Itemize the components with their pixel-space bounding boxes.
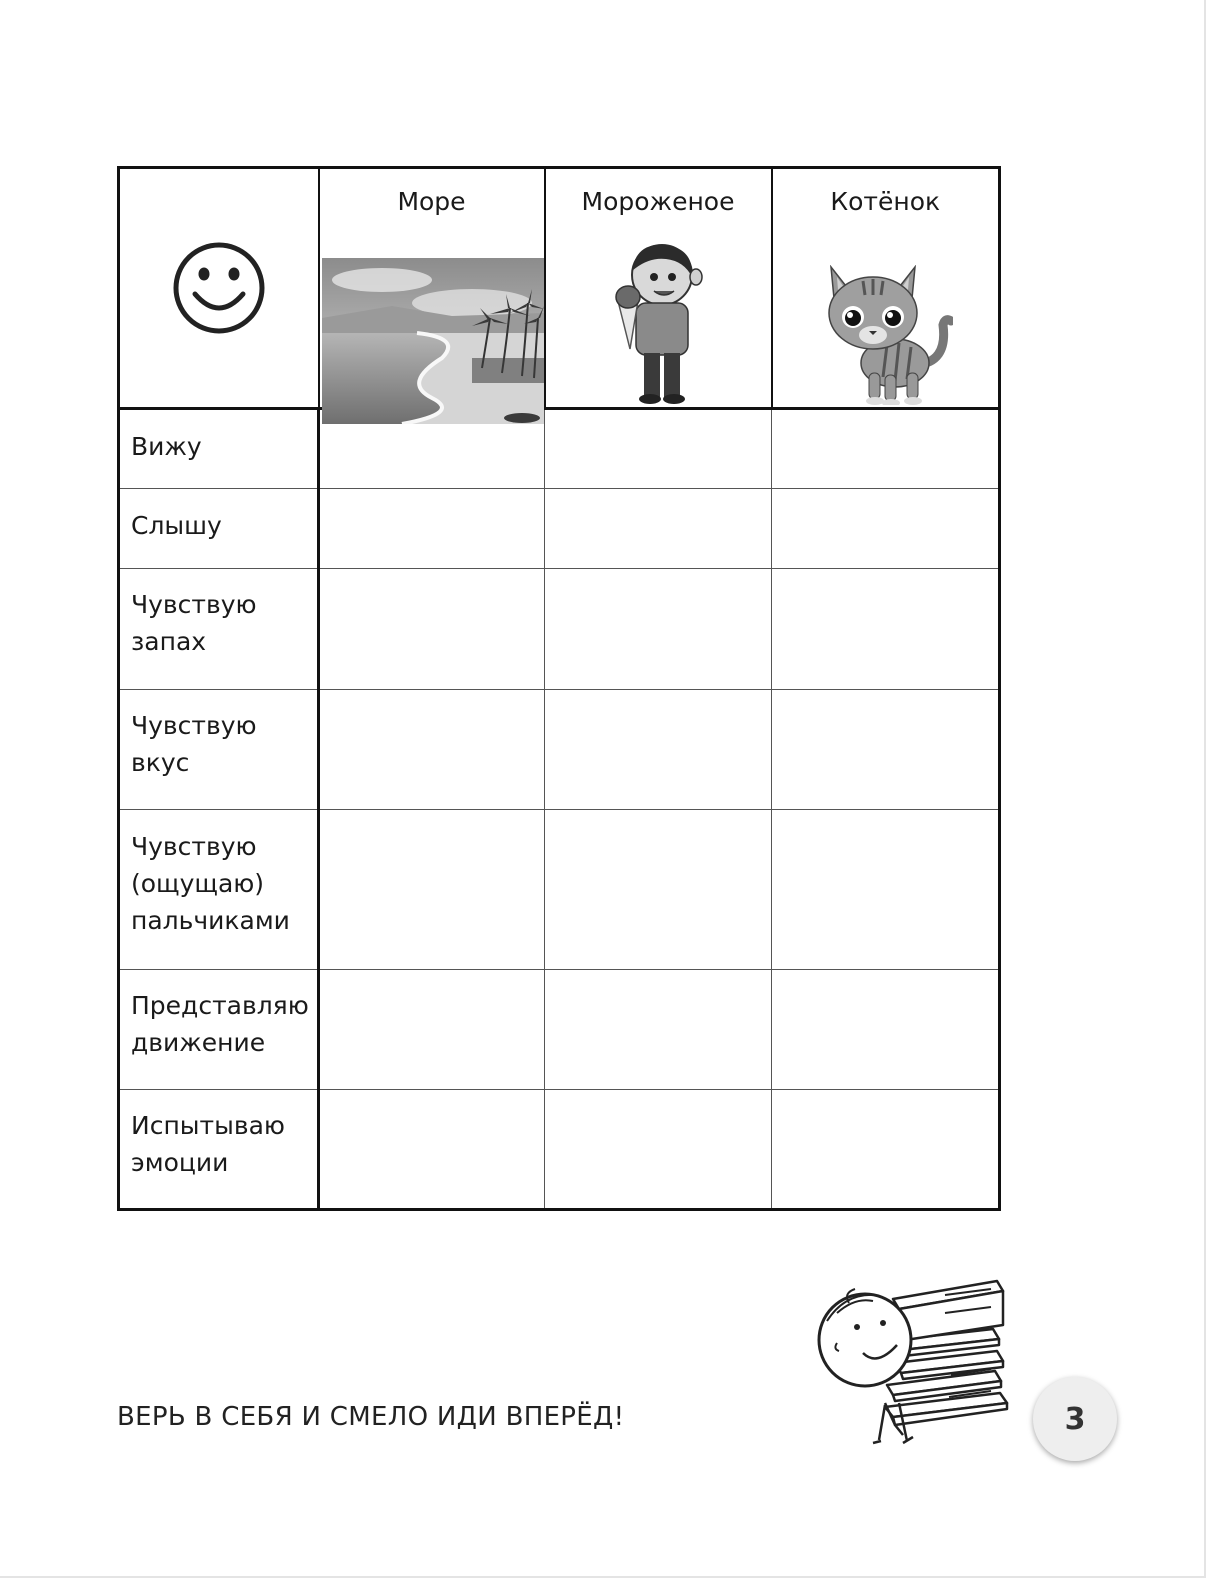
row-label: Чувствую запах [131,590,257,656]
answer-cell[interactable] [545,1090,772,1210]
answer-cell[interactable] [319,1090,545,1210]
answer-cell[interactable] [772,690,1000,810]
answer-cell[interactable] [772,569,1000,690]
column-header-sea [319,168,545,409]
answer-cell[interactable] [319,489,545,569]
boy-with-ice-cream-picture [604,237,714,407]
row-label: Слышу [131,511,222,540]
row-label: Чувствую (ощущаю) пальчиками [131,832,290,935]
answer-cell[interactable] [545,569,772,690]
smiley-face-icon [171,240,267,336]
corner-cell [119,168,319,409]
answer-cell[interactable] [772,810,1000,970]
column-title: Котёнок [830,187,941,216]
senses-table [117,166,1001,1211]
motto-text: ВЕРЬ В СЕБЯ И СМЕЛО ИДИ ВПЕРЁД! [117,1402,625,1432]
answer-cell[interactable] [545,409,772,489]
table-row [119,1090,1000,1210]
answer-cell[interactable] [319,569,545,690]
answer-cell[interactable] [772,409,1000,489]
answer-cell[interactable] [319,690,545,810]
table-row [119,489,1000,569]
answer-cell[interactable] [772,970,1000,1090]
column-title: Мороженое [581,187,735,216]
answer-cell[interactable] [772,489,1000,569]
column-title: Море [397,187,466,216]
table-row [119,409,1000,489]
column-header-ice-cream [545,168,772,409]
table-header-row [119,168,1000,409]
table-row [119,810,1000,970]
row-label: Чувствую вкус [131,711,257,777]
beach-picture [322,258,544,424]
answer-cell[interactable] [545,970,772,1090]
column-header-kitten [772,168,1000,409]
answer-cell[interactable] [545,489,772,569]
answer-cell[interactable] [319,810,545,970]
page-number-badge: 3 [1033,1377,1117,1461]
answer-cell[interactable] [545,810,772,970]
boy-carrying-books-picture [815,1275,1015,1450]
answer-cell[interactable] [319,970,545,1090]
row-label: Испытываю эмоции [131,1111,285,1177]
table-row [119,970,1000,1090]
answer-cell[interactable] [772,1090,1000,1210]
row-label: Вижу [131,432,202,461]
table-row [119,690,1000,810]
row-label: Представляю движение [131,991,309,1057]
table-row [119,569,1000,690]
answer-cell[interactable] [545,690,772,810]
kitten-picture [823,265,953,405]
